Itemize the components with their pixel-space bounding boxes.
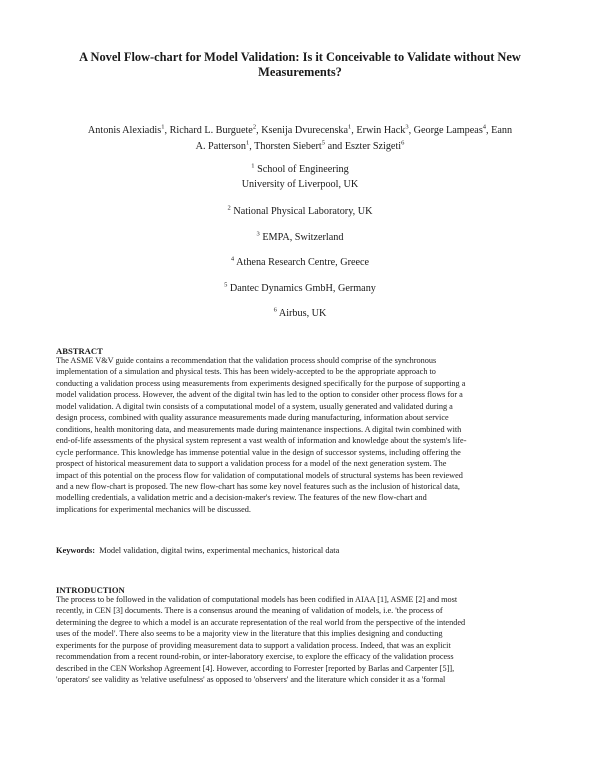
affiliation-marker: 2 [252,123,257,131]
abstract-line: cycle performance. This knowledge has immense potential value in the design of successor systems, including offering the [56,447,461,457]
affiliation-3 [100,230,500,245]
keywords-text: Model validation, digital twins, experimental mechanics, historical data [99,546,340,555]
affiliation-number: 5 [224,281,228,289]
affiliation-text: Athena Research Centre, Greece [236,257,370,268]
author-name: , George Lampeas [408,125,483,136]
abstract-line: prospect of historical measurement data to support a validation process for a model of the next generation system. The [56,459,447,469]
author-name: and Eszter Szigeti [325,140,402,152]
abstract-heading: ABSTRACT [56,346,103,356]
abstract-line: modelling credentials, a validation metric and a decision-maker's review. The features of the new flow-chart and [56,493,427,503]
title-line: A Novel Flow-chart for Model Validation: Is it Conceivable to Validate without New [79,50,521,64]
introduction-line: The process to be followed in the validation of computational models has been codified in AIAA [1], ASME [2] and most [56,595,458,604]
affiliation-marker: 4 [482,123,487,131]
author-line [40,123,560,139]
affiliation-6 [100,306,500,321]
abstract-line: end-of-life assessments of the physical system represent a vast wealth of information and knowledge about the system's life- [56,436,467,446]
affiliation-number: 4 [230,255,235,263]
affiliation-1 [100,162,500,192]
abstract-line: conducting a validation process using measurements from experiments designed specifically for the purpose of supporting a [56,378,466,388]
introduction-line: experiments for the purpose of providing measurement data to support a validation process. Indeed, that was an explicit [56,640,451,650]
keywords-label: Keywords: [56,546,96,555]
affiliation-marker: 1 [348,123,352,131]
affiliation-4 [100,255,500,270]
affiliation-marker: 6 [401,139,405,147]
introduction-line: uses of the model'. There also seems to be a majority view in the literature that this implies designing and conducting [56,629,443,639]
author-name: Antonis Alexiadis [87,125,162,136]
author-list [40,123,560,154]
affiliation-number: 6 [273,306,277,314]
affiliation-number: 1 [251,162,255,170]
introduction-line: recommendation from a recent round-robin, or inter-laboratory exercise, to explore the efficacy of the validation process [56,652,454,662]
affiliation-text: Dantec Dynamics GmbH, Germany [229,283,376,294]
author-name: , Erwin Hack [351,125,406,136]
affiliation-text: Airbus, UK [278,308,327,319]
introduction-line: described in the CEN Workshop Agreement [4]. However, according to Forrester [reported by Barlas and Carpenter [5]], [56,663,455,673]
affiliation-marker: 1 [161,123,165,131]
abstract-line: model validation. A digital twin consists of a computational model of a system, usually generated and validated during a [56,401,453,411]
affiliation-2 [100,204,500,219]
affiliation-text: School of Engineering [257,164,349,175]
abstract-line: implementation of a simulation and physical tests. This has been widely-accepted to be the appropriate approach to [56,367,436,377]
author-name: , Thorsten Siebert [249,140,322,152]
introduction-line: determining the degree to which a model is an accurate representation of the real world from the perspective of the intended [56,617,466,627]
abstract-line: design process, combined with quality assurance measurements made during manufacturing, information about service [56,413,449,423]
abstract-body [56,355,548,515]
author-name: A. Patterson [195,140,246,152]
affiliation-number: 3 [256,230,260,238]
introduction-line: 'operators' see validity as 'relative usefulness' as opposed to 'observers' and the literature which consider it as a 'formal [56,675,446,685]
affiliation-marker: 1 [245,139,250,147]
abstract-line: implications for experimental mechanics will be discussed. [56,504,251,514]
introduction-heading: INTRODUCTION [56,585,125,595]
author-name: , Richard L. Burguete [164,125,253,136]
affiliation-text: EMPA, Switzerland [262,232,344,243]
author-name: , Eann [486,125,513,136]
keywords [56,545,548,556]
introduction-body [56,594,548,686]
affiliation-marker: 3 [405,123,409,131]
affiliation-text: University of Liverpool, UK [241,179,359,190]
abstract-line: and a new flow-chart is proposed. The new flow-chart has some key novel features such as the inclusion of historical data, [56,481,460,491]
affiliation-marker: 5 [321,139,326,147]
affiliation-5 [100,281,500,296]
title-line: Measurements? [258,65,342,79]
introduction-line: recently, in CEN [3] documents. There is a consensus around the meaning of validation of models, i.e. 'the process of [56,606,443,616]
abstract-line: impact of this potential on the process flow for validation of computational models of structural systems has been reviewed [56,470,463,480]
abstract-line: The ASME V&V guide contains a recommendation that the validation process should comprise of the synchronous [56,356,437,365]
paper-title [40,50,560,80]
affiliation-text: National Physical Laboratory, UK [233,206,373,217]
abstract-line: model validation process. However, the advent of the digital twin has led to the option to consider other process flows for a [56,390,463,400]
affiliation-number: 2 [227,204,231,212]
abstract-line: conditions, health monitoring data, and measurements made during maintenance inspections. A digital twin combined with [56,424,462,434]
author-line [40,139,560,155]
author-name: , Ksenija Dvurecenska [256,125,349,136]
